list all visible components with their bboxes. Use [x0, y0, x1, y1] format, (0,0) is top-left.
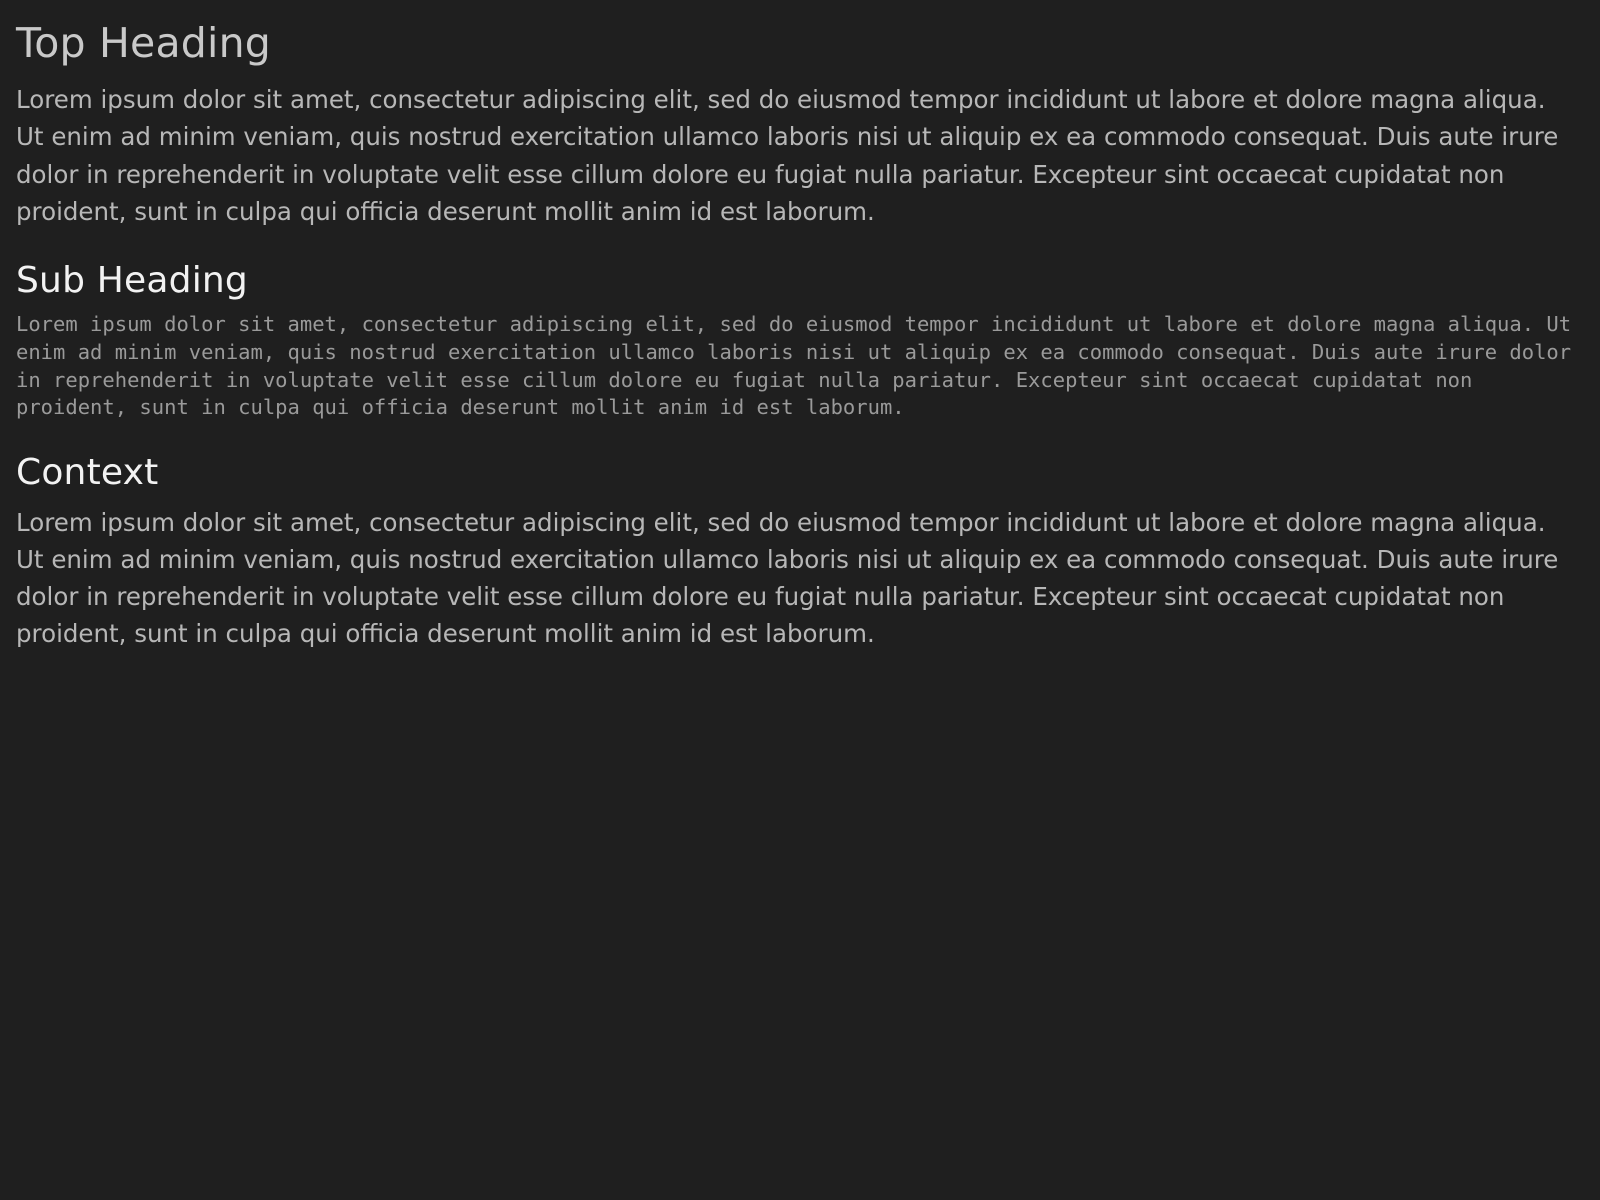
context-section-paragraph: Lorem ipsum dolor sit amet, consectetur adipiscing elit, sed do eiusmod tempor incididunt ut labore et dolore magna aliqua. Ut enim ad minim veniam, quis nostrud exercitation ullamco laboris nisi ut aliquip ex ea commodo consequat. Duis aute irure dolor in reprehenderit in voluptate velit esse cillum dolore eu fugiat nulla pariatur. Excepteur sint occaecat cupidatat non proident, sunt in culpa qui officia deserunt mollit anim id est laborum.: [16, 507, 1559, 649]
context-heading: Context: [16, 452, 159, 494]
top-section-paragraph: Lorem ipsum dolor sit amet, consectetur adipiscing elit, sed do eiusmod tempor incididunt ut labore et dolore magna aliqua. Ut enim ad minim veniam, quis nostrud exercitation ullamco laboris nisi ut aliquip ex ea commodo consequat. Duis aute irure dolor in reprehenderit in voluptate velit esse cillum dolore eu fugiat nulla pariatur. Excepteur sint occaecat cupidatat non proident, sunt in culpa qui officia deserunt mollit anim id est laborum.: [16, 85, 1559, 226]
sub-heading: Sub Heading: [16, 260, 248, 302]
sub-section-paragraph: Lorem ipsum dolor sit amet, consectetur adipiscing elit, sed do eiusmod tempor incididunt ut labore et dolore magna aliqua. Ut enim ad minim veniam, quis nostrud exercitation ullamco laboris nisi ut aliquip ex ea commodo consequat. Duis aute irure dolor in reprehenderit in voluptate velit esse cillum dolore eu fugiat nulla pariatur. Excepteur sint occaecat cupidatat non proident, sunt in culpa qui officia deserunt mollit anim id est laborum.: [16, 312, 1572, 420]
page-title: Top Heading: [16, 19, 272, 67]
